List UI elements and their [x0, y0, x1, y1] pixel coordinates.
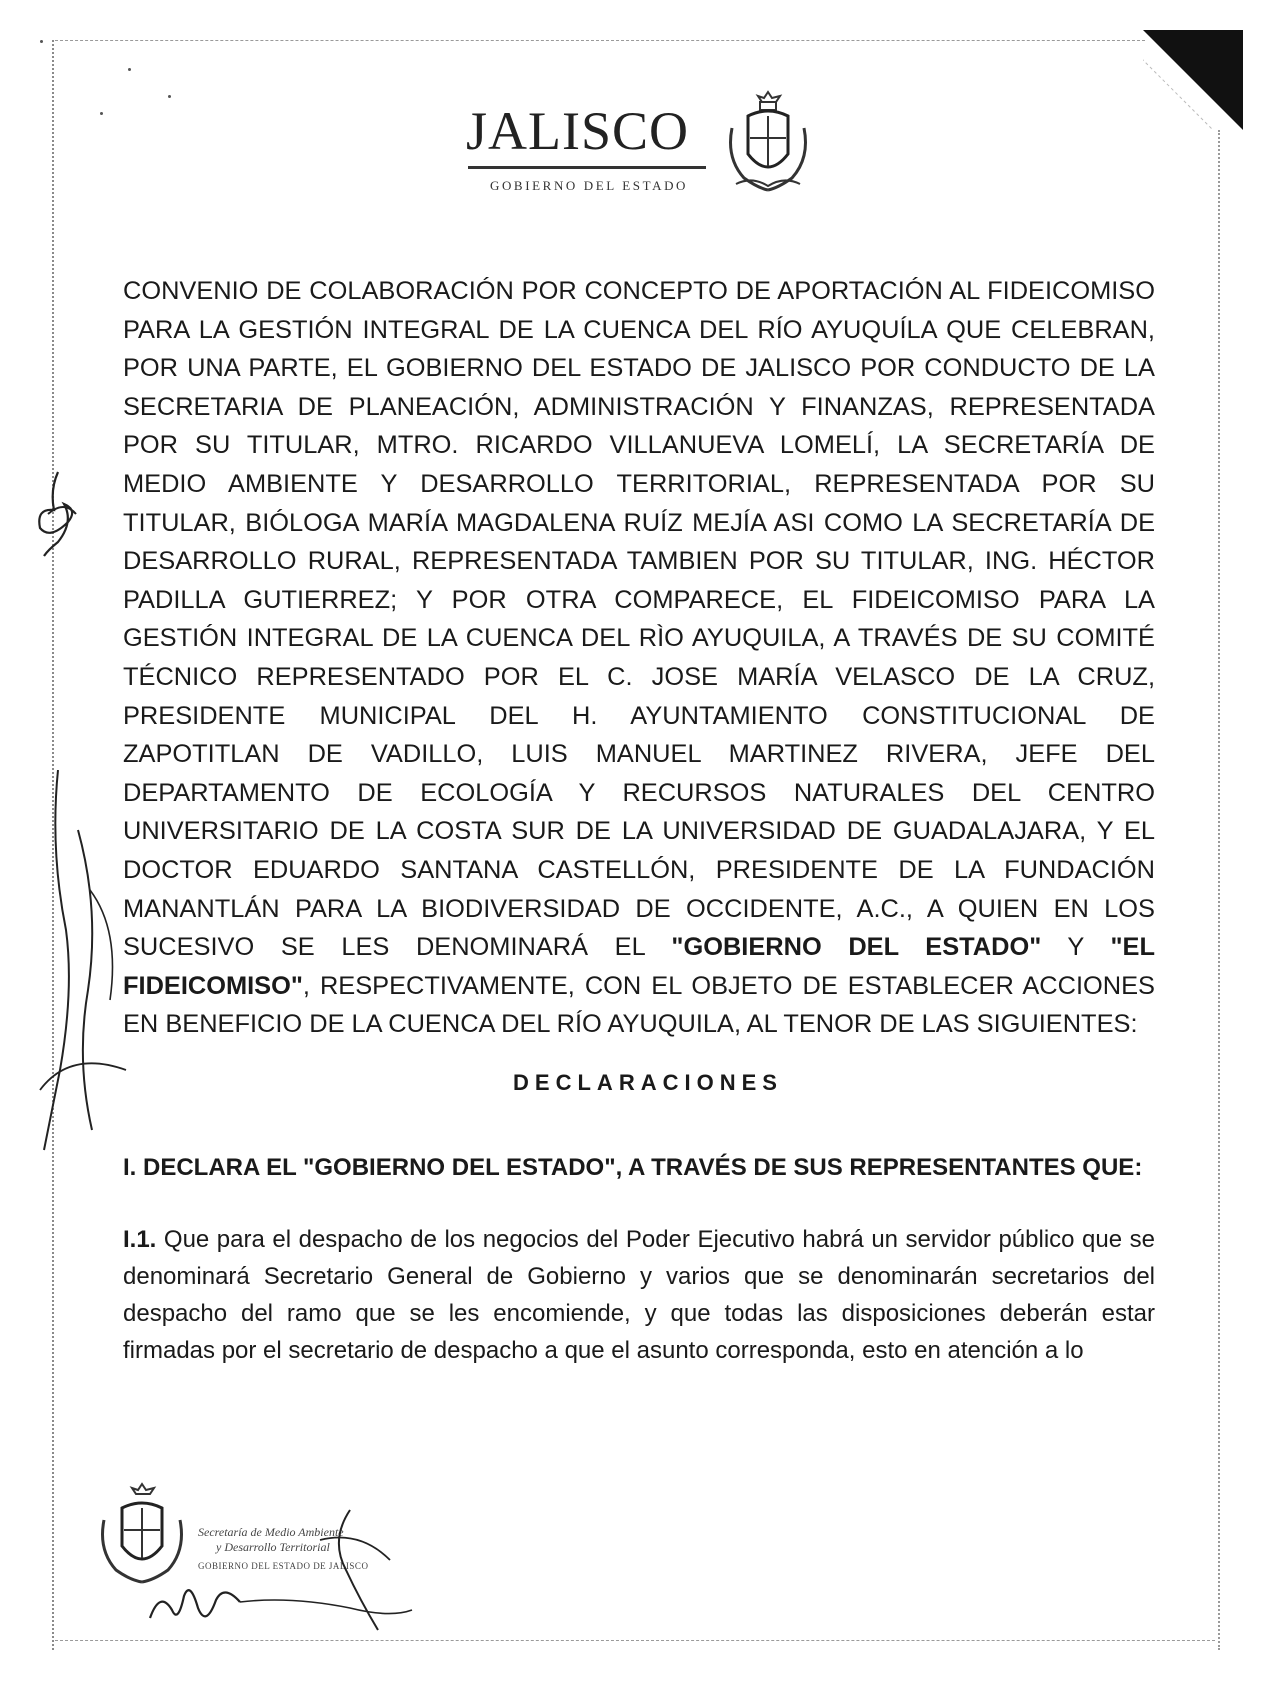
margin-signature-initials	[28, 470, 88, 560]
folded-corner-icon	[1143, 30, 1243, 130]
document-body	[123, 272, 1155, 1369]
stamp-line-3: GOBIERNO DEL ESTADO DE JALISCO	[198, 1561, 369, 1571]
scan-speck	[100, 112, 103, 115]
scan-border-bottom	[55, 1640, 1215, 1641]
intro-text: CONVENIO DE COLABORACIÓN POR CONCEPTO DE APORTACIÓN AL FIDEICOMISO PARA LA GESTIÓN INTEGRAL DE LA CUENCA DEL RÍO AYUQUÍLA QUE CELEBRAN, POR UNA PARTE, EL GOBIERNO DEL ESTADO DE JALISCO POR CONDUCTO DE LA SECRETARIA DE PLANEACIÓN, ADMINISTRACIÓN Y FINANZAS, REPRESENTADA POR SU TITULAR, MTRO. RICARDO VILLANUEVA LOMELÍ, LA SECRETARÍA DE MEDIO AMBIENTE Y DESARROLLO TERRITORIAL, REPRESENTADA POR SU TITULAR, BIÓLOGA MARÍA MAGDALENA RUÍZ MEJÍA ASI COMO LA SECRETARÍA DE DESARROLLO RURAL, REPRESENTADA TAMBIEN POR SU TITULAR, ING. HÉCTOR PADILLA GUTIERREZ; Y POR OTRA COMPARECE, EL FIDEICOMISO PARA LA GESTIÓN INTEGRAL DE LA CUENCA DEL RÌO AYUQUILA, A TRAVÉS DE SU COMITÉ TÉCNICO REPRESENTADO POR EL C. JOSE MARÍA VELASCO DE LA CRUZ, PRESIDENTE MUNICIPAL DEL H. AYUNTAMIENTO CONSTITUCIONAL DE ZAPOTITLAN DE VADILLO, LUIS MANUEL MARTINEZ RIVERA, JEFE DEL DEPARTAMENTO DE ECOLOGÍA Y RECURSOS NATURALES DEL CENTRO UNIVERSITARIO DE LA COSTA SUR DE LA UNIVERSIDAD DE GUADALAJARA, Y EL DOCTOR EDUARDO SANTANA CASTELLÓN, PRESIDENTE DE LA FUNDACIÓN MANANTLÁN PARA LA BIODIVERSIDAD DE OCCIDENTE, A.C., A QUIEN EN LOS SUCESIVO SE LES DENOMINARÁ EL	[123, 277, 1155, 962]
clause-text: Que para el despacho de los negocios del Poder Ejecutivo habrá un servidor público que se denominará Secretario General de Gobierno y varios que se denominarán secretarios del despacho del ramo que se les encomiende, y que todas las disposiciones deberán estar firmadas por el secretario de despacho a que el asunto corresponda, esto en atención a lo	[123, 1225, 1155, 1364]
section-title: DECLARACIONES	[513, 1069, 783, 1095]
letterhead	[460, 88, 840, 208]
scan-speck	[40, 40, 43, 43]
footer-signature	[120, 1500, 420, 1640]
brand-subtitle: GOBIERNO DEL ESTADO	[489, 178, 689, 193]
party-gobierno: "GOBIERNO DEL ESTADO"	[671, 933, 1042, 962]
declaration-heading: I. DECLARA EL "GOBIERNO DEL ESTADO", A TRAVÉS DE SUS REPRESENTANTES QUE:	[123, 1153, 1143, 1181]
margin-signature	[30, 770, 140, 1170]
brand-title: JALISCO	[466, 101, 690, 161]
brand-rule	[468, 166, 706, 169]
clause-1-1	[123, 1221, 1155, 1369]
stamp-line-2: y Desarrollo Territorial	[216, 1540, 330, 1554]
scan-speck	[168, 95, 171, 98]
intro-and: Y	[1041, 933, 1111, 962]
party-fideicomiso: "EL FIDEICOMISO"	[123, 933, 1155, 1000]
scan-speck	[128, 68, 131, 71]
intro-end: , RESPECTIVAMENTE, CON EL OBJETO DE ESTABLECER ACCIONES EN BENEFICIO DE LA CUENCA DEL RÍO AYUQUILA, AL TENOR DE LAS SIGUIENTES:	[123, 971, 1155, 1039]
scan-border-top	[55, 40, 1145, 41]
agreement-intro	[123, 272, 1155, 1044]
coat-of-arms-icon	[722, 88, 814, 198]
stamp-line-1: Secretaría de Medio Ambiente	[198, 1525, 344, 1539]
clause-number: I.1.	[123, 1225, 157, 1253]
scan-border-right	[1218, 130, 1220, 1650]
